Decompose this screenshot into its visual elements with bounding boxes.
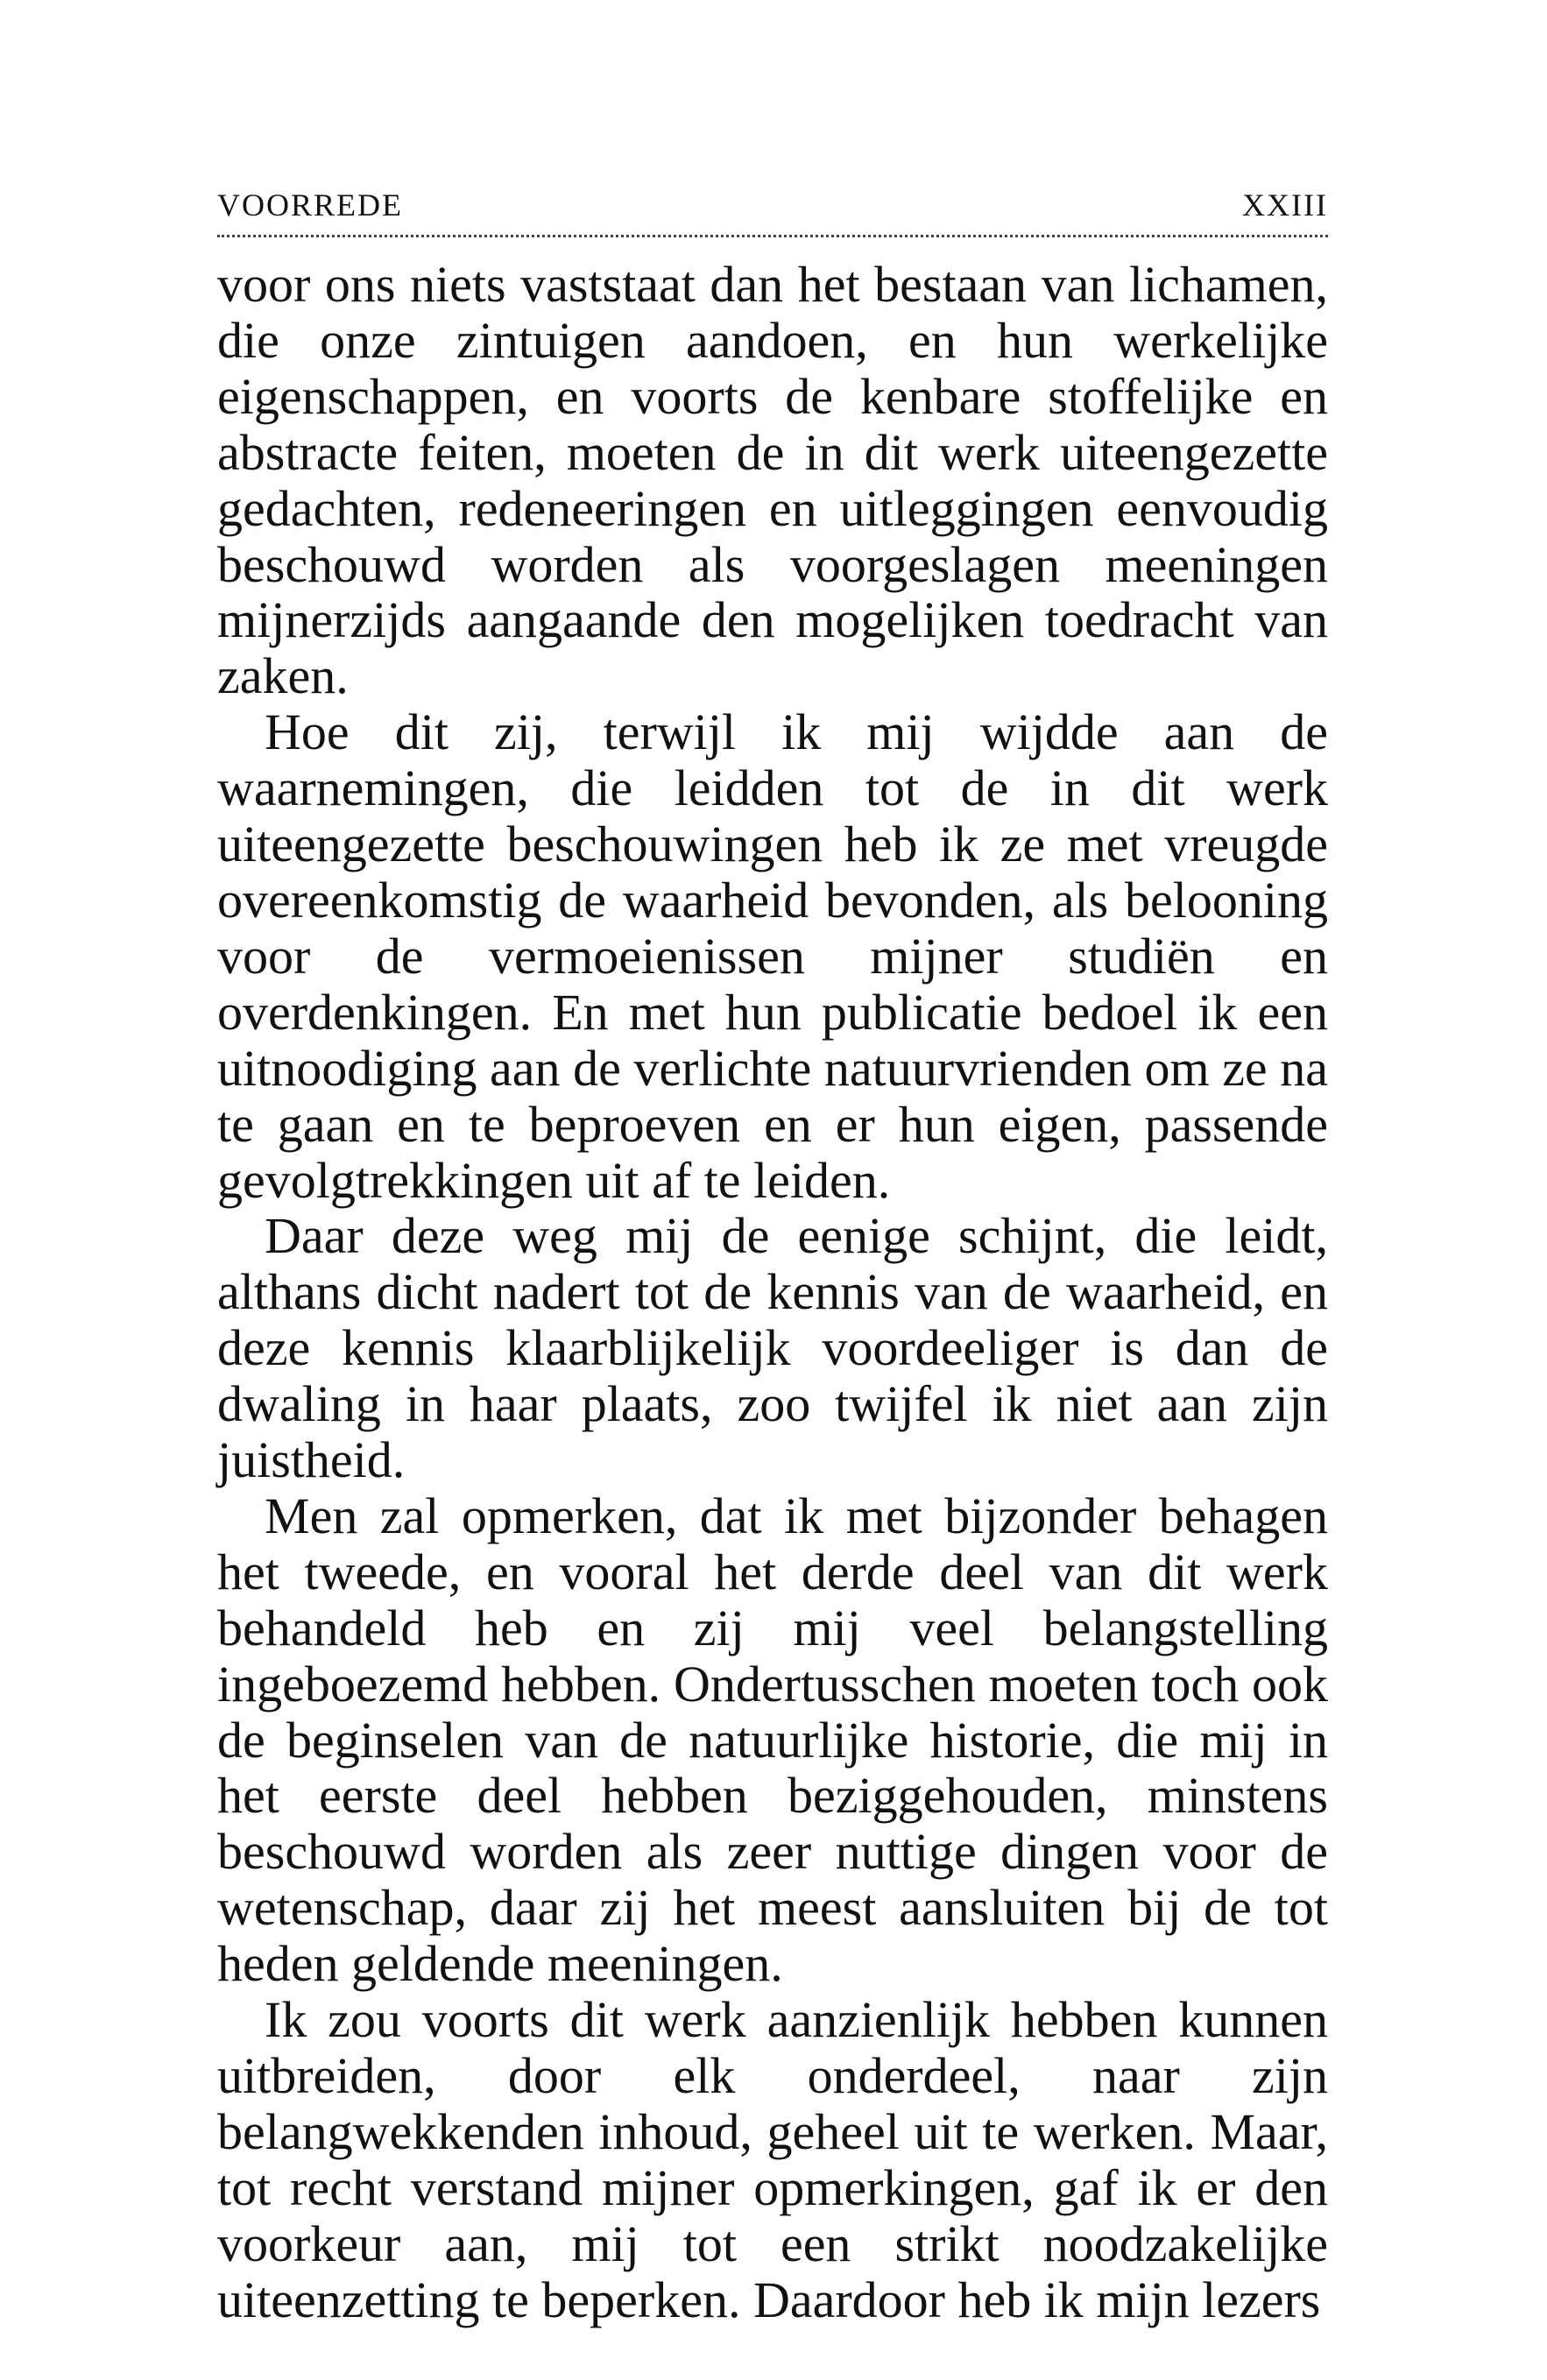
paragraph-5: Ik zou voorts dit werk aanzienlijk hebben kunnen uitbreiden, door elk onderdeel, naar zijn belangwekkenden inhoud, geheel uit te werken. Maar, tot recht verstand mijner opmerkingen, gaf ik er den voorkeur aan, mij tot een strikt noodzakelijke uiteenzetting te beperken. Daardoor heb ik mijn lezers [217,1991,1328,2328]
running-head-title: VOORREDE [217,187,403,222]
dotted-rule [217,235,1328,237]
paragraph-2: Hoe dit zij, terwijl ik mij wijdde aan de waarnemingen, die leidden tot de in dit werk uiteengezette beschouwingen heb ik ze met vreugde overeenkomstig de waarheid bevonden, als belooning voor de vermoeienissen mijner studiën en overdenkingen. En met hun publicatie bedoel ik een uitnoodiging aan de verlichte natuurvrienden om ze na te gaan en te beproeven en er hun eigen, passende gevolgtrekkingen uit af te leiden. [217,703,1328,1209]
book-page [217,184,1328,2328]
body-text [217,257,1328,2328]
running-head [217,184,1328,226]
page-number: XXIII [1242,187,1328,222]
paragraph-4: Men zal opmerken, dat ik met bijzonder behagen het tweede, en vooral het derde deel van dit werk behandeld heb en zij mij veel belangstelling ingeboezemd hebben. Ondertusschen moeten toch ook de beginselen van de natuurlijke historie, die mij in het eerste deel hebben beziggehouden, minstens beschouwd worden als zeer nuttige dingen voor de wetenschap, daar zij het meest aansluiten bij de tot heden geldende meeningen. [217,1487,1328,1993]
paragraph-3: Daar deze weg mij de eenige schijnt, die leidt, althans dicht nadert tot de kennis van de waarheid, en deze kennis klaarblijkelijk voordeeliger is dan de dwaling in haar plaats, zoo twijfel ik niet aan zijn juistheid. [217,1207,1328,1489]
paragraph-1: voor ons niets vaststaat dan het bestaan van lichamen, die onze zintuigen aandoen, en hun werkelijke eigenschappen, en voorts de kenbare stoffelijke en abstracte feiten, moeten de in dit werk uiteengezette gedachten, redeneeringen en uitleggingen eenvoudig beschouwd worden als voorgeslagen meeningen mijnerzijds aangaande den mogelijken toedracht van zaken. [217,256,1328,705]
